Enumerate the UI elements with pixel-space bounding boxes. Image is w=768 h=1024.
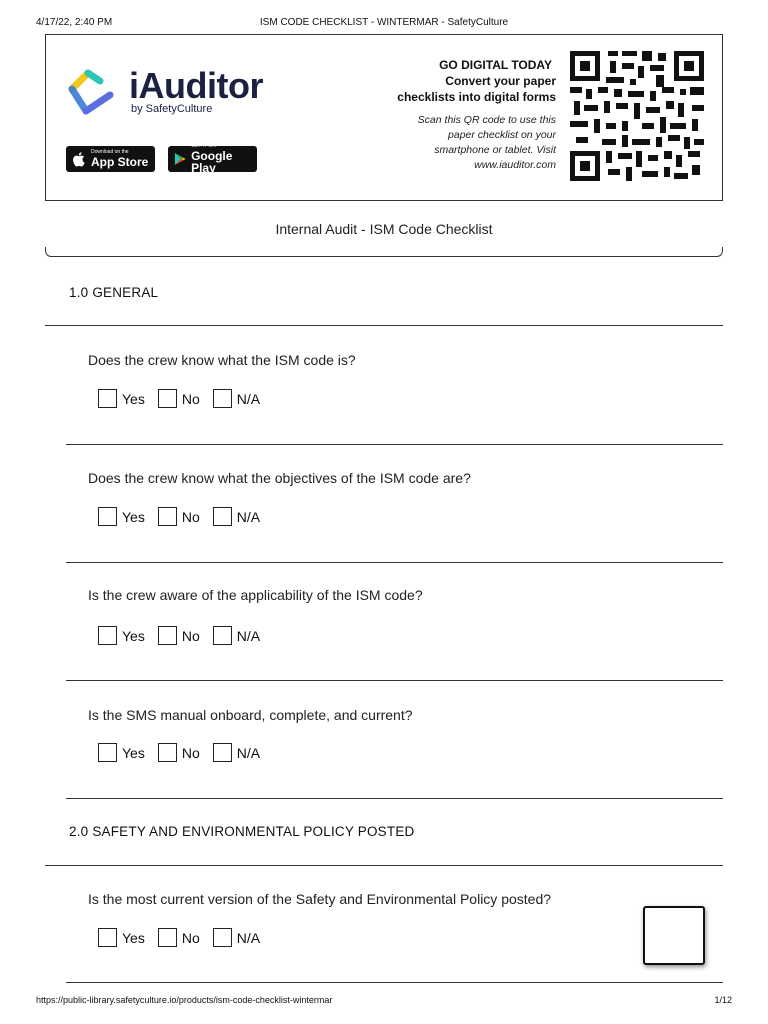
- checkbox-no[interactable]: [158, 626, 177, 645]
- google-play-icon: [174, 151, 186, 167]
- option-no: [158, 626, 200, 645]
- option-label: No: [181, 627, 200, 644]
- option-na: [213, 507, 260, 526]
- print-datetime: 4/17/22, 2:40 PM: [36, 17, 113, 28]
- question-divider: [66, 798, 723, 799]
- answer-options: [98, 928, 273, 947]
- section-divider: [45, 325, 723, 326]
- checkbox-na[interactable]: [213, 626, 232, 645]
- answer-options: [98, 626, 273, 645]
- google-play-small-label: GET IT ON: [191, 143, 216, 149]
- print-page-number: 1/12: [714, 995, 732, 1005]
- promo-title: GO DIGITAL TODAY: [439, 58, 552, 72]
- question-text: Is the SMS manual onboard, complete, and current?: [88, 707, 413, 723]
- promo-line-2: checklists into digital forms: [397, 90, 556, 104]
- checkbox-na[interactable]: [213, 928, 232, 947]
- checkbox-no[interactable]: [158, 507, 177, 526]
- option-yes: [98, 928, 145, 947]
- option-label: N/A: [236, 508, 261, 525]
- option-na: [213, 743, 260, 762]
- question-divider: [66, 680, 723, 681]
- option-label: N/A: [236, 744, 261, 761]
- option-na: [213, 626, 260, 645]
- apple-icon: [72, 151, 86, 167]
- checkbox-yes[interactable]: [98, 389, 117, 408]
- app-store-small-label: Download on the: [91, 149, 129, 155]
- google-play-button[interactable]: [168, 143, 257, 175]
- option-label: Yes: [122, 627, 145, 644]
- checkbox-na[interactable]: [213, 389, 232, 408]
- section-heading: 2.0 SAFETY AND ENVIRONMENTAL POLICY POSTED: [69, 824, 415, 839]
- checkbox-no[interactable]: [158, 743, 177, 762]
- option-yes: [98, 626, 145, 645]
- promo-line-1: Convert your paper: [445, 74, 556, 88]
- option-yes: [98, 743, 145, 762]
- promo-note-line-2: paper checklist on your: [448, 129, 556, 141]
- qr-code-icon: [570, 51, 704, 181]
- floating-widget-button[interactable]: [643, 906, 705, 965]
- option-label: Yes: [122, 390, 145, 407]
- option-no: [158, 743, 200, 762]
- print-url: https://public-library.safetyculture.io/products/ism-code-checklist-wintermar: [36, 995, 333, 1005]
- option-label: Yes: [122, 744, 145, 761]
- section-divider: [45, 865, 723, 866]
- checkbox-na[interactable]: [213, 507, 232, 526]
- option-yes: [98, 389, 145, 408]
- answer-options: [98, 389, 273, 408]
- option-label: No: [181, 390, 200, 407]
- brand-name: iAuditor: [129, 65, 263, 106]
- brand-subtitle: by SafetyCulture: [131, 103, 213, 115]
- answer-options: [98, 507, 273, 526]
- option-yes: [98, 507, 145, 526]
- checkbox-na[interactable]: [213, 743, 232, 762]
- promo-note: [397, 113, 556, 173]
- question-text: Does the crew know what the objectives of the ISM code are?: [88, 470, 471, 486]
- app-store-button[interactable]: [66, 146, 155, 172]
- option-label: Yes: [122, 508, 145, 525]
- checkbox-yes[interactable]: [98, 507, 117, 526]
- question-text: Is the most current version of the Safety and Environmental Policy posted?: [88, 891, 552, 907]
- question-divider: [66, 982, 723, 983]
- option-label: No: [181, 744, 200, 761]
- option-no: [158, 507, 200, 526]
- promo-note-line-4: www.iauditor.com: [474, 159, 556, 171]
- option-label: N/A: [236, 929, 261, 946]
- print-footer: [36, 995, 732, 1005]
- iauditor-logo-icon: [66, 67, 118, 119]
- option-label: N/A: [236, 627, 261, 644]
- google-play-label: Google Play: [191, 149, 233, 175]
- title-divider: [45, 247, 723, 257]
- question-divider: [66, 562, 723, 563]
- option-label: No: [181, 508, 200, 525]
- option-label: No: [181, 929, 200, 946]
- answer-options: [98, 743, 273, 762]
- document-title: Internal Audit - ISM Code Checklist: [275, 221, 493, 237]
- option-no: [158, 389, 200, 408]
- iauditor-banner: [45, 34, 723, 201]
- checkbox-yes[interactable]: [98, 928, 117, 947]
- option-na: [213, 928, 260, 947]
- question-text: Is the crew aware of the applicability of the ISM code?: [88, 587, 423, 603]
- question-text: Does the crew know what the ISM code is?: [88, 352, 356, 368]
- option-na: [213, 389, 260, 408]
- option-no: [158, 928, 200, 947]
- print-page-title: ISM CODE CHECKLIST - WINTERMAR - SafetyCulture: [259, 17, 509, 28]
- print-header: [36, 17, 732, 31]
- checkbox-yes[interactable]: [98, 626, 117, 645]
- promo-text: [397, 57, 556, 173]
- checkbox-no[interactable]: [158, 389, 177, 408]
- question-divider: [66, 444, 723, 445]
- option-label: Yes: [122, 929, 145, 946]
- checkbox-no[interactable]: [158, 928, 177, 947]
- promo-note-line-3: smartphone or tablet. Visit: [434, 144, 556, 156]
- section-heading: 1.0 GENERAL: [69, 285, 159, 300]
- option-label: N/A: [236, 390, 261, 407]
- checkbox-yes[interactable]: [98, 743, 117, 762]
- promo-note-line-1: Scan this QR code to use this: [417, 114, 556, 126]
- app-store-label: App Store: [91, 155, 149, 169]
